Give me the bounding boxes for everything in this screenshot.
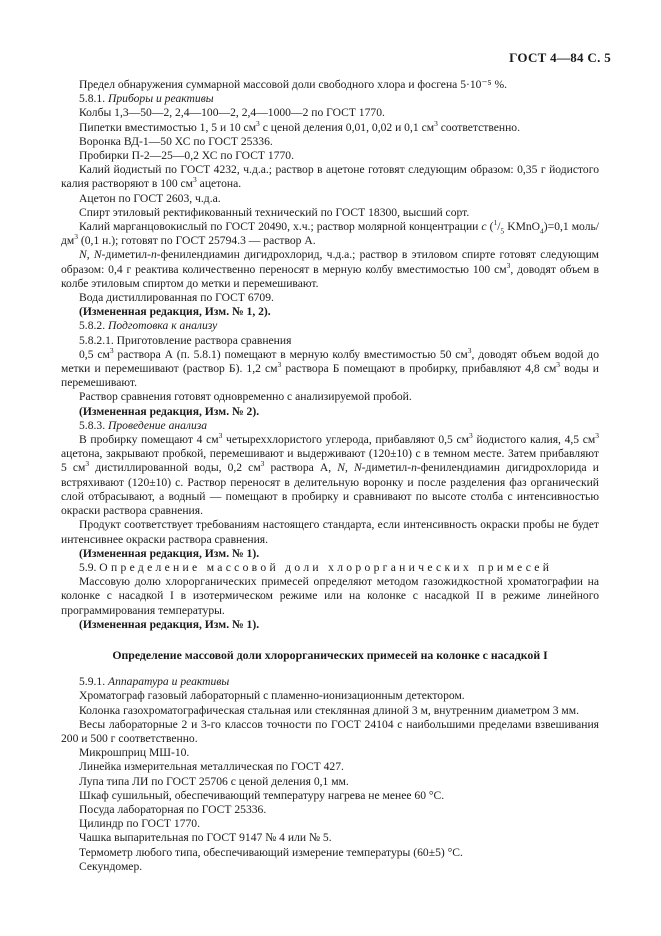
superscript: 3 xyxy=(467,346,472,355)
text-run: дистиллированной воды, 0,2 см xyxy=(89,461,261,475)
amendment-note: (Измененная редакция, Изм. № 1). xyxy=(79,617,260,631)
paragraph: Секундомер. xyxy=(79,859,143,873)
text-run: -диметил- xyxy=(101,248,151,262)
superscript: 3 xyxy=(506,260,511,270)
text-run: 5.8.3. xyxy=(79,418,108,432)
text-run: 5.8.1. xyxy=(79,92,108,106)
superscript: 3 xyxy=(218,431,223,441)
text-run: Калий йодистый по ГОСТ 4232, ч.д.а.; раствор в ацетоне готовят следующим образом: 0,35 г йодистого калия растворяют в 100 см xyxy=(61,163,599,191)
superscript: 3 xyxy=(556,360,561,370)
amendment-note: (Измененная редакция, Изм. № 2). xyxy=(79,404,260,418)
text-run: N xyxy=(337,461,345,475)
paragraph: 5.8.2.1. Приготовление раствора сравнения xyxy=(79,333,292,347)
paragraph: Ацетон по ГОСТ 2603, ч.д.а. xyxy=(79,191,221,205)
paragraph: Массовую долю хлорорганических примесей определяют методом газожидкостной хроматографии на колонке с насадкой I в изотермическом режиме или на колонке с насадкой II в режиме линейного программирования температуры. xyxy=(61,575,599,617)
text-run: воды и перемешивают. xyxy=(61,362,599,390)
superscript: 3 xyxy=(109,346,114,355)
paragraph: Колбы 1,3—50—2, 2,4—100—2, 2,4—1000—2 по ГОСТ 1770. xyxy=(79,106,385,120)
paragraph: Цилиндр по ГОСТ 1770. xyxy=(79,817,200,831)
paragraph xyxy=(61,419,599,433)
text-run: N xyxy=(93,248,102,262)
paragraph: Воронка ВД-1—50 ХС по ГОСТ 25336. xyxy=(79,134,273,148)
text-run: Пипетки вместимостью 1, 5 и 10 см xyxy=(79,120,257,134)
paragraph: Пробирки П-2—25—0,2 ХС по ГОСТ 1770. xyxy=(79,149,294,163)
text-run: -фенилендиамин дигидрохлорид, ч.д.а.; раствор в этиловом спирте готовят следующим образом: 0,4 г реактива количественно переносят в мерную колбу вместимостью 100 см xyxy=(61,248,599,276)
paragraph: Хроматограф газовый лабораторный с пламенно-ионизационным детектором. xyxy=(79,689,465,703)
paragraph: Лупа типа ЛИ по ГОСТ 25706 с ценой деления 0,1 мм. xyxy=(79,774,349,788)
text-run: , доводят объем водой до метки и перемешивают (раствор Б). 1,2 см xyxy=(61,347,599,376)
paragraph: Шкаф сушильный, обеспечивающий температуру нагрева не менее 60 °С. xyxy=(79,788,445,802)
text-run: ( xyxy=(486,220,494,234)
paragraph xyxy=(61,675,599,689)
text-run: соответственно. xyxy=(437,120,520,134)
paragraph: Колонка газохроматографическая стальная или стеклянная длиной 3 м, внутренним диаметром 3 мм. xyxy=(79,703,580,717)
text-run: с ценой деления 0,01, 0,02 и 0,1 см xyxy=(259,120,435,134)
section-heading: Определение массовой доли хлорорганических примесей на колонке с насадкой I xyxy=(112,647,548,662)
paragraph: Весы лабораторные 2 и 3-го классов точности по ГОСТ 24104 с наибольшими пределами взвешивания 200 и 500 г соответственно. xyxy=(61,717,599,745)
text-run: -диметил- xyxy=(361,461,412,475)
paragraph xyxy=(61,561,599,575)
paragraph xyxy=(61,248,599,291)
text-run: n xyxy=(411,461,417,475)
superscript: 3 xyxy=(193,175,197,185)
page-header: ГОСТ 4—84 С. 5 xyxy=(509,50,611,65)
paragraph: Микрошприц МШ-10. xyxy=(79,746,190,760)
text-run: ацетона, закрывают пробкой, перемешивают и выдерживают (120±10) с в темном месте. Затем прибавляют 5 см xyxy=(61,447,599,475)
text-run: 5.8.2. xyxy=(79,319,108,333)
text-run: раствора А, xyxy=(264,461,338,475)
paragraph xyxy=(61,92,599,106)
text-run: n xyxy=(150,248,157,262)
paragraph xyxy=(61,319,599,333)
paragraph xyxy=(61,433,599,518)
paragraph xyxy=(61,220,599,248)
text-run: / xyxy=(497,220,501,234)
text-run: В пробирку помещают 4 см xyxy=(79,433,219,447)
text-run: (0,1 н.); готовят по ГОСТ 25794.3 — раствор А. xyxy=(78,234,316,248)
text-run: , xyxy=(344,461,354,475)
paragraph: Раствор сравнения готовят одновременно с анализируемой пробой. xyxy=(79,390,412,404)
subscript: 4 xyxy=(540,226,544,236)
text-run: -фенилендиамин дигидрохлорида и встряхивают (120±10) с. Раствор переносят в делительную воронку и после разделения фаз органический слой отбрасывают, а водный — помещают в пробирку и сравнивают по высоте столба с интенсивностью окраски раствора сравнения. xyxy=(61,461,599,518)
text-run: йодистого калия, 4,5 см xyxy=(472,433,596,447)
text-run: Определение массовой доли хлорорганических примесей xyxy=(99,560,553,574)
paragraph: Предел обнаружения суммарной массовой доли свободного хлора и фосгена 5·10⁻⁵ %. xyxy=(79,78,508,91)
paragraph: Чашка выпарительная по ГОСТ 9147 № 4 или № 5. xyxy=(79,831,332,845)
text-run: Проведение анализа xyxy=(107,418,208,432)
superscript: 3 xyxy=(256,118,260,128)
amendment-note: (Измененная редакция, Изм. № 1, 2). xyxy=(79,305,271,319)
paragraph: Спирт этиловый ректификованный технический по ГОСТ 18300, высший сорт. xyxy=(79,205,470,219)
superscript: 3 xyxy=(434,118,438,128)
text-run: Аппаратура и реактивы xyxy=(107,675,230,689)
paragraph: Линейка измерительная металлическая по ГОСТ 427. xyxy=(79,760,344,774)
text-run: N xyxy=(353,461,362,475)
text-run: KMnO xyxy=(504,220,541,234)
superscript: 3 xyxy=(277,360,282,370)
paragraph: Продукт соответствует требованиям настоящего стандарта, если интенсивность окраски пробы не будет интенсивнее окраски раствора сравнения. xyxy=(61,518,599,546)
superscript: 1 xyxy=(493,218,498,228)
superscript: 3 xyxy=(74,232,78,242)
superscript: 3 xyxy=(595,431,600,441)
document-body xyxy=(61,78,599,874)
superscript: 3 xyxy=(469,431,473,441)
text-run: c xyxy=(481,220,487,234)
subscript: 5 xyxy=(500,226,505,236)
paragraph: Посуда лабораторная по ГОСТ 25336. xyxy=(79,802,267,816)
paragraph xyxy=(61,348,599,391)
superscript: 3 xyxy=(85,459,90,469)
text-run: , доводят объем в колбе этиловым спиртом до метки и перемешивают. xyxy=(61,262,600,290)
text-run: Приборы и реактивы xyxy=(107,92,214,106)
text-run: Подготовка к анализу xyxy=(107,319,218,333)
text-run: N xyxy=(79,248,87,262)
text-run: 5.9. xyxy=(79,560,100,574)
superscript: 3 xyxy=(260,459,265,469)
text-run: 5.9.1. xyxy=(79,675,108,689)
text-run: четыреххлористого углерода, прибавляют 0,5 см xyxy=(222,433,470,447)
text-run: )=0,1 моль/дм xyxy=(61,220,599,248)
paragraph xyxy=(61,163,599,191)
text-run: раствора А (п. 5.8.1) помещают в мерную колбу вместимостью 50 см xyxy=(113,347,468,361)
paragraph: Вода дистиллированная по ГОСТ 6709. xyxy=(79,291,274,305)
amendment-note: (Измененная редакция, Изм. № 1). xyxy=(79,546,260,560)
paragraph xyxy=(61,118,599,135)
text-run: ацетона. xyxy=(196,177,242,191)
paragraph: Термометр любого типа, обеспечивающий измерение температуры (60±5) °С. xyxy=(79,845,463,859)
text-run: 0,5 см xyxy=(79,347,110,361)
text-run: Калий марганцовокислый по ГОСТ 20490, х.ч.; раствор молярной концентрации xyxy=(79,220,482,234)
text-run: раствора Б помещают в пробирку, прибавляют 4,8 см xyxy=(281,362,557,376)
text-run: , xyxy=(86,248,94,262)
